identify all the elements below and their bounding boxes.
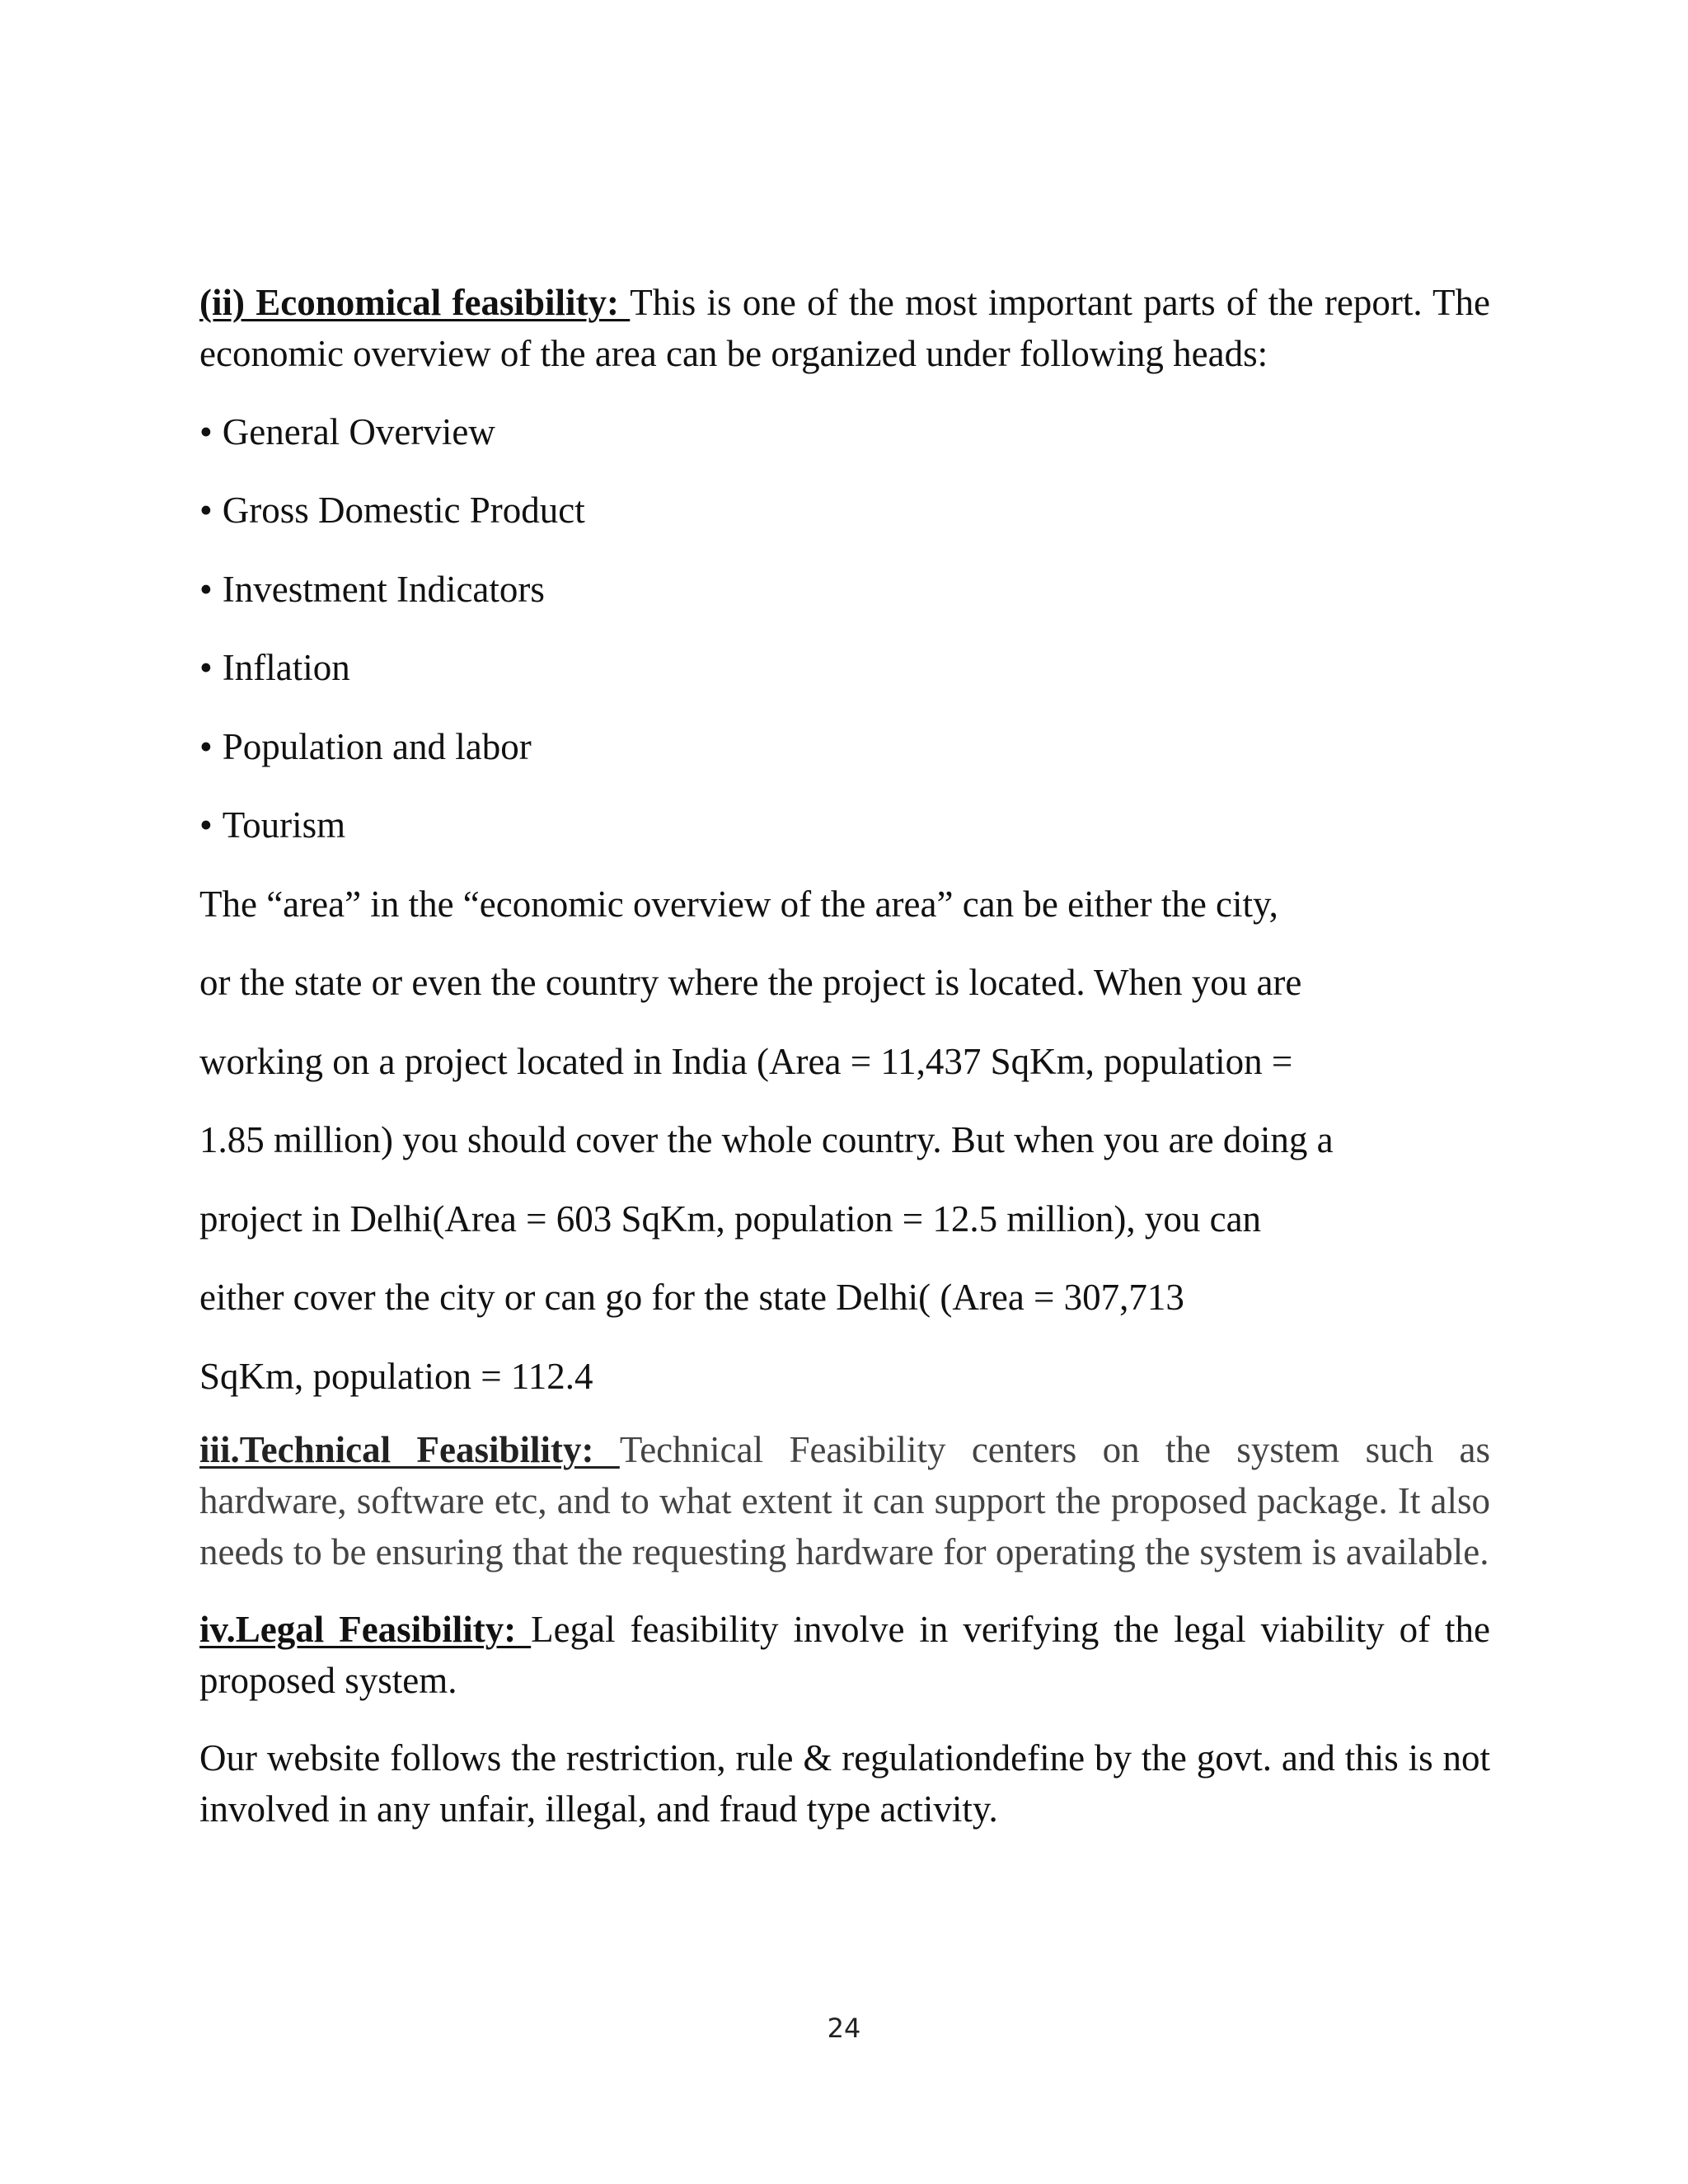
bullet-icon: • bbox=[199, 568, 213, 610]
list-item: • Investment Indicators bbox=[199, 550, 1490, 629]
bullet-icon: • bbox=[199, 725, 213, 767]
bullet-icon: • bbox=[199, 410, 213, 452]
bullet-icon: • bbox=[199, 804, 213, 846]
area-line: working on a project located in India (Area = 11,437 SqKm, population = bbox=[199, 1040, 1293, 1082]
website-compliance-paragraph: Our website follows the restriction, rule & regulationdefine by the govt. and this is not involved in any unfair, illegal, and fraud type activity. bbox=[199, 1736, 1490, 1830]
list-item: • Inflation bbox=[199, 629, 1490, 708]
economic-heads-list bbox=[199, 392, 1490, 865]
area-line: project in Delhi(Area = 603 SqKm, population = 12.5 million), you can bbox=[199, 1197, 1262, 1240]
economical-feasibility-heading: (ii) Economical feasibility: bbox=[199, 282, 631, 323]
area-paragraph bbox=[199, 865, 1490, 1416]
legal-feasibility-heading: iv.Legal Feasibility: bbox=[199, 1608, 532, 1650]
economical-feasibility-paragraph bbox=[199, 277, 1490, 379]
technical-feasibility-heading: iii.Technical Feasibility: bbox=[199, 1428, 620, 1470]
area-line: either cover the city or can go for the state Delhi( (Area = 307,713 bbox=[199, 1277, 1184, 1319]
list-item: • General Overview bbox=[199, 392, 1490, 471]
area-line: The “area” in the “economic overview of the area” can be either the city, bbox=[199, 883, 1278, 925]
technical-feasibility-text: Technical Feasibility centers on the system such as hardware, software etc, and to what extent it can support the proposed package. It also needs to be ensuring that the requesting hardware for operating the system is available. bbox=[199, 1428, 1491, 1572]
list-item: • Gross Domestic Product bbox=[199, 471, 1490, 551]
legal-feasibility-paragraph bbox=[199, 1604, 1490, 1706]
legal-feasibility-text: Legal feasibility involve in verifying the legal viability of the proposed system. bbox=[199, 1608, 1490, 1701]
area-line: SqKm, population = 112.4 bbox=[199, 1355, 593, 1397]
document-body bbox=[199, 277, 1490, 1835]
list-item: • Population and labor bbox=[199, 707, 1490, 786]
technical-feasibility-paragraph bbox=[199, 1424, 1490, 1577]
page-number: 24 bbox=[827, 2013, 861, 2044]
list-item: • Tourism bbox=[199, 786, 1490, 865]
economical-feasibility-text: This is one of the most important parts of the report. The economic overview of the area can be organized under following heads: bbox=[199, 282, 1491, 374]
area-line: or the state or even the country where the project is located. When you are bbox=[199, 962, 1302, 1004]
bullet-icon: • bbox=[199, 647, 213, 689]
area-line: 1.85 million) you should cover the whole country. But when you are doing a bbox=[199, 1119, 1334, 1161]
bullet-icon: • bbox=[199, 490, 213, 532]
